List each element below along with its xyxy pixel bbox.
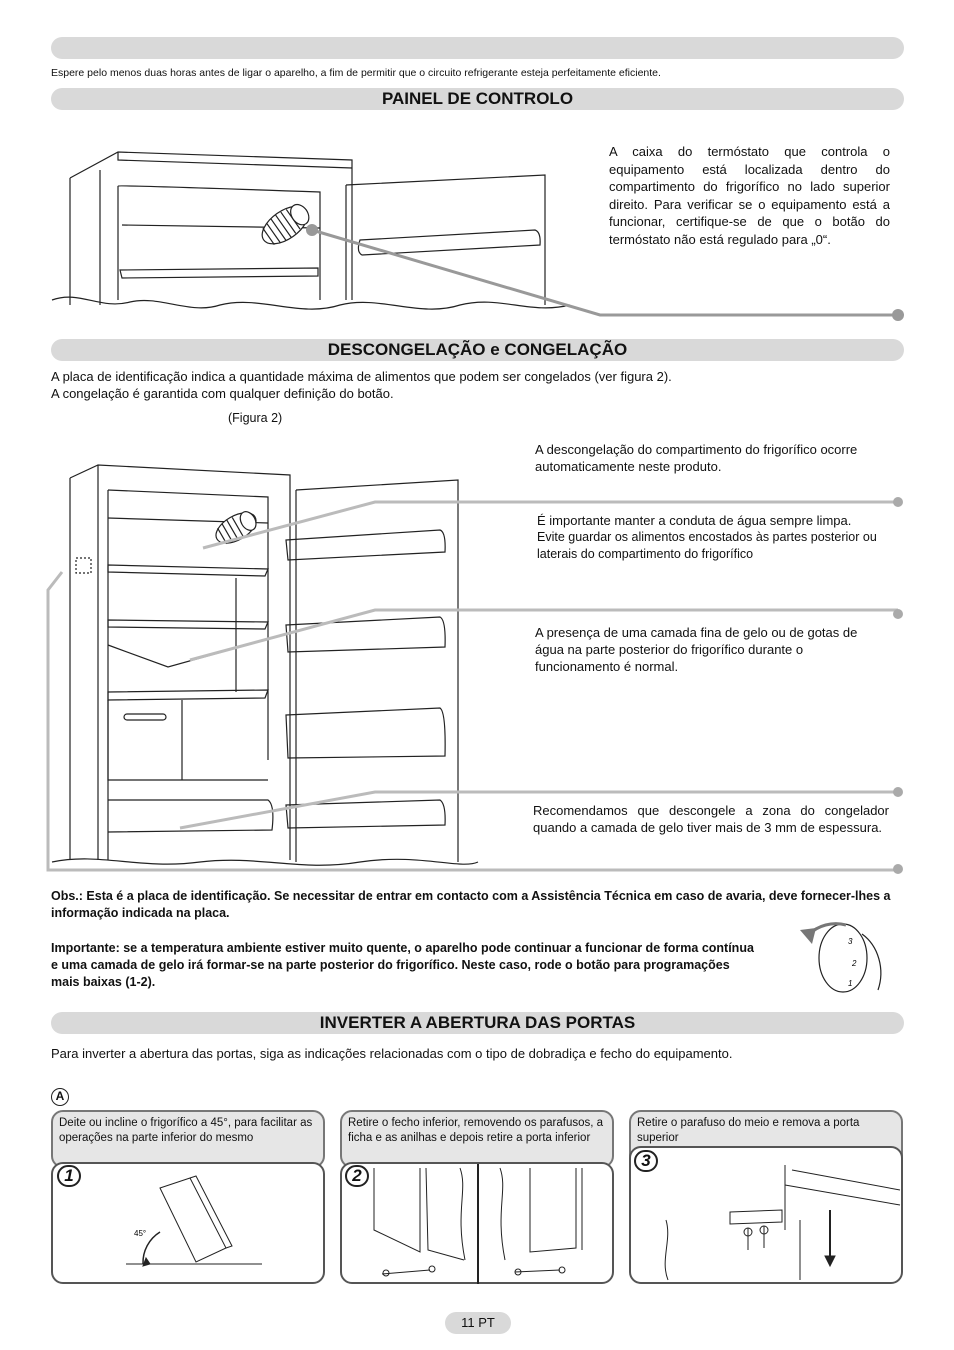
defrost-callout-3: A presença de uma camada fina de gelo ou de gotas de água na parte posterior do frigorífico durante o funcionamento é normal. bbox=[535, 625, 858, 674]
important-note: Importante: se a temperatura ambiente estiver muito quente, o aparelho pode continuar a funcionar de forma contínua e uma camada de gelo irá formar-se na parte posterior do frigorífico. Neste caso, rode o botão para programações mais baixas (1-2). bbox=[51, 941, 754, 989]
section-title-control-panel: PAINEL DE CONTROLO bbox=[51, 88, 904, 110]
step-2-number: 2 bbox=[345, 1165, 369, 1187]
section-letter-a: A bbox=[51, 1088, 69, 1106]
step-3-text: Retire o parafuso do meio e remova a porta superior bbox=[629, 1110, 903, 1168]
defrost-callout-4: Recomendamos que descongele a zona do congelador quando a camada de gelo tiver mais de 3 mm de espessura. bbox=[533, 803, 889, 835]
dial-label-3: 3 bbox=[848, 937, 853, 946]
step-2-text: Retire o fecho inferior, removendo os parafusos, a ficha e as anilhas e depois retire a porta inferior bbox=[340, 1110, 614, 1168]
defrost-intro-2: A congelação é garantida com qualquer definição do botão. bbox=[51, 386, 394, 401]
page-number: 11 PT bbox=[445, 1312, 511, 1334]
step-3-number: 3 bbox=[634, 1150, 658, 1172]
figure-label: (Figura 2) bbox=[228, 411, 283, 425]
defrost-intro-1: A placa de identificação indica a quantidade máxima de alimentos que podem ser congelados (ver figura 2). bbox=[51, 369, 672, 384]
section-title-defrost: DESCONGELAÇÃO e CONGELAÇÃO bbox=[51, 339, 904, 361]
defrost-callout-2b: Evite guardar os alimentos encostados às partes posterior ou laterais do compartimento do frigorífico bbox=[537, 530, 877, 561]
angle-label: 45° bbox=[134, 1229, 147, 1238]
dial-label-1: 1 bbox=[848, 979, 853, 988]
step-1-text: Deite ou incline o frigorífico a 45°, para facilitar as operações na parte inferior do mesmo bbox=[51, 1110, 325, 1168]
reverse-intro: Para inverter a abertura das portas, siga as indicações relacionadas com o tipo de dobradiça e fecho do equipamento. bbox=[51, 1046, 733, 1061]
step-1-number: 1 bbox=[57, 1165, 81, 1187]
defrost-callout-1: A descongelação do compartimento do frigorífico ocorre automaticamente neste produto. bbox=[535, 442, 858, 474]
control-panel-text: A caixa do termóstato que controla o equipamento está localizada dentro do compartimento do frigorífico no lado superior direito. Para verificar se o equipamento está a funcionar, certifique-se de que o botão do termóstato não está regulado para „0“. bbox=[609, 144, 890, 247]
section-title-reverse-doors: INVERTER A ABERTURA DAS PORTAS bbox=[51, 1012, 904, 1034]
obs-note: Obs.: Esta é a placa de identificação. Se necessitar de entrar em contacto com a Assistência Técnica em caso de avaria, deve fornecer-lhes a informação indicada na placa. bbox=[51, 889, 891, 920]
defrost-callout-2a: É importante manter a conduta de água sempre limpa. bbox=[537, 513, 852, 528]
top-note: Espere pelo menos duas horas antes de ligar o aparelho, a fim de permitir que o circuito refrigerante esteja perfeitamente eficiente. bbox=[51, 67, 661, 79]
dial-label-2: 2 bbox=[852, 959, 857, 968]
